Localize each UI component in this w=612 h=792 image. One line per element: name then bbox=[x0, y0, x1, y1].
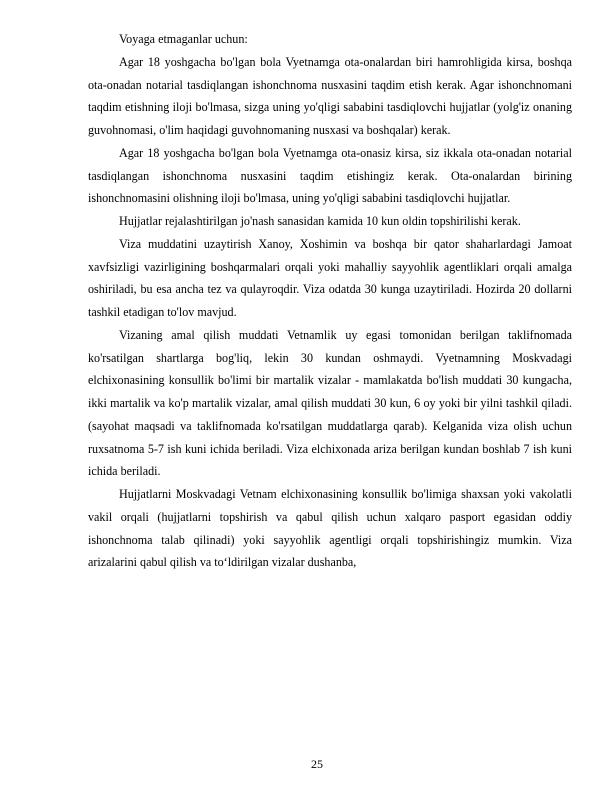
page-number: 25 bbox=[311, 757, 323, 771]
paragraph-child-with-one-parent: Agar 18 yoshgacha bo'lgan bola Vyetnamga ota-onalardan biri hamrohligida kirsa, boshqa ota-onadan notarial tasdiqlangan ishonchnoma nusxasini taqdim etish kerak. Agar ishonchnomani taqdim etishning iloji bo'lmasa, sizga uning yo'qligi sababini tasdiqlovchi hujjatlar (yolg'iz onaning guvohnomasi, o'lim haqidagi guvohnomaning nusxasi va boshqalar) kerak. bbox=[88, 54, 572, 137]
document-body bbox=[88, 28, 572, 574]
paragraph-submission-deadline: Hujjatlar rejalashtirilgan jo'nash sanasidan kamida 10 kun oldin topshirilishi kerak. bbox=[119, 214, 521, 228]
paragraph-document-submission: Hujjatlarni Moskvadagi Vetnam elchixonasining konsullik bo'limiga shaxsan yoki vakolatli vakil orqali (hujjatlarni topshirish va qabul qilish uchun xalqaro pasport egasidan oddiy ishonchnoma talab qilinadi) yoki sayyohlik agentligi orqali topshirishingiz mumkin. Viza arizalarini qabul qilish va toʻldirilgan vizalar dushanba, bbox=[88, 487, 572, 570]
paragraph-minors-heading: Voyaga etmaganlar uchun: bbox=[119, 32, 248, 46]
paragraph-visa-extension: Viza muddatini uzaytirish Xanoy, Xoshimin va boshqa bir qator shaharlardagi Jamoat xavfsizligi vazirligining boshqarmalari orqali yoki mahalliy sayyohlik agentliklari orqali amalga oshiriladi, bu esa ancha tez va qulayroqdir. Viza odatda 30 kunga uzaytiriladi. Hozirda 20 dollarni tashkil etadigan to'lov mavjud. bbox=[88, 236, 572, 319]
paragraph-visa-validity: Vizaning amal qilish muddati Vetnamlik uy egasi tomonidan berilgan taklifnomada ko'rsatilgan shartlarga bog'liq, lekin 30 kundan oshmaydi. Vyetnamning Moskvadagi elchixonasining konsullik bo'limi bir martalik vizalar - mamlakatda bo'lish muddati 30 kungacha, ikki martalik va ko'p martalik vizalar, amal qilish muddati 30 kun, 6 oy yoki bir yilni tashkil qiladi. (sayohat maqsadi va taklifnomada ko'rsatilgan muddatlarga qarab). Kelganida viza olish uchun ruxsatnoma 5-7 ish kuni ichida beriladi. Viza elchixonada ariza berilgan kundan boshlab 7 ish kuni ichida beriladi. bbox=[88, 327, 572, 479]
paragraph-child-without-parents: Agar 18 yoshgacha bo'lgan bola Vyetnamga ota-onasiz kirsa, siz ikkala ota-onadan notarial tasdiqlangan ishonchnoma nusxasini taqdim etishingiz kerak. Ota-onalardan birining ishonchnomasini olishning iloji bo'lmasa, uning yo'qligi sababini tasdiqlovchi hujjatlar. bbox=[88, 145, 572, 206]
